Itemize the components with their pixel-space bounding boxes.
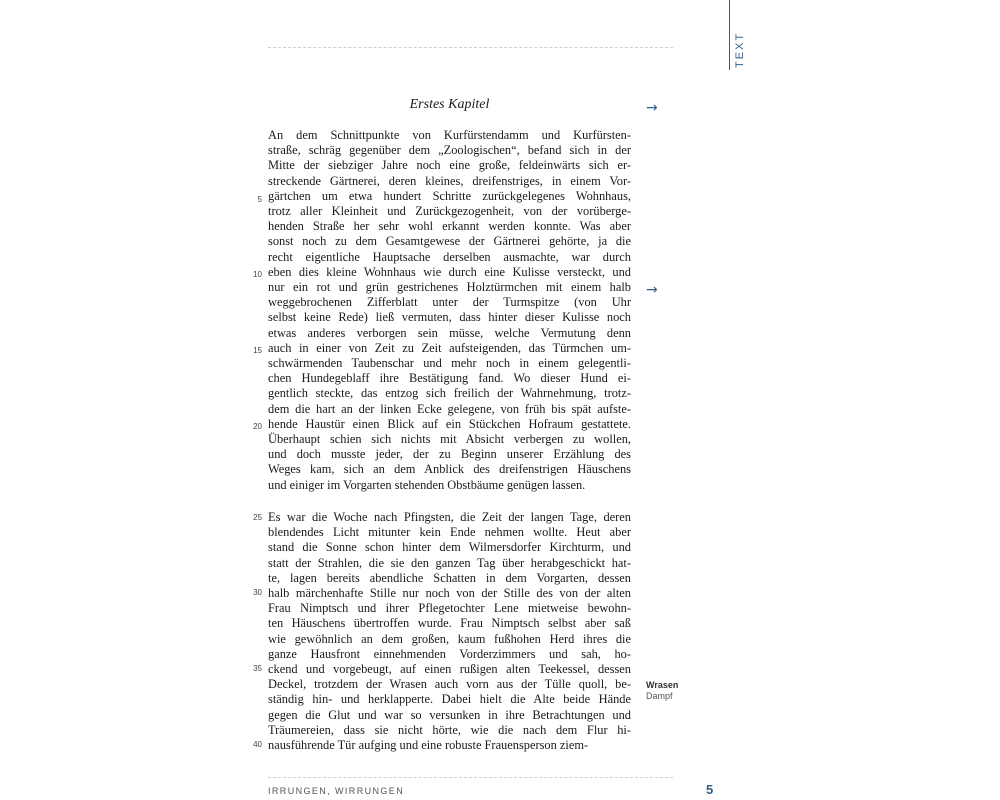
text-line: ständig hin- und herklapperte. Dabei hielt die Alte beide Hände [268, 692, 631, 707]
text-line: ten Häuschens übertroffen wurde. Frau Nimptsch selbst aber saß [268, 616, 631, 631]
text-line: nur ein rot und grün gestrichenes Holztürmchen mit einem halb [268, 280, 631, 294]
line-number: 25 [253, 513, 262, 522]
text-line: und einiger im Vorgarten stehenden Obstbäume genügen lassen. [268, 477, 586, 492]
text-line: te, lagen bereits abendliche Schatten in dem Vorgarten, dessen [268, 570, 631, 585]
text-line: stand die Sonne schon hinter dem Wilmersdorfer Kirchturm, und [268, 540, 631, 555]
line-number: 40 [253, 740, 262, 749]
page-number: 5 [706, 782, 714, 797]
text-line: Mitte der siebziger Jahre noch eine große, feldeinwärts sich er- [268, 158, 631, 173]
text-line: weggebrochenen Zifferblatt unter der Turmspitze (von Uhr [268, 295, 631, 310]
line-number: 20 [253, 422, 262, 431]
text-line: Träumereien, dass sie nicht hörte, wie die nach dem Flur hi- [268, 722, 631, 737]
line-number: 5 [257, 195, 262, 204]
running-title: IRRUNGEN, WIRRUNGEN [268, 786, 405, 796]
text-line: eben dies kleine Wohnhaus wie durch eine Kulisse versteckt, und [268, 264, 631, 279]
text-line: gärtchen um etwa hundert Schritte zurückgelegenes Wohnhaus, [268, 188, 631, 203]
text-line: auch in einer von Zeit zu Zeit aufsteigenden, das Türmchen um- [268, 340, 631, 355]
text-line: dem die hart an der linken Ecke gelegene, von früh bis spät aufste- [268, 401, 631, 416]
text-line: Deckel, trotzdem der Wrasen auch vorn aus der Tülle quoll, be- [268, 677, 631, 692]
text-line: wie gewöhnlich an dem großen, kaum fußhohen Herd ihres die [268, 631, 631, 646]
text-line: recht eigentliche Hauptsache derselben ausmachte, war durch [268, 249, 631, 264]
text-line: selbst keine Rede) ließ vermuten, dass hinter dieser Kulisse noch [268, 310, 631, 325]
text-line: ckend und vorgebeugt, auf einen rußigen alten Teekessel, dessen [268, 662, 631, 676]
text-line: ganze Hausfront einnehmenden Vorderzimmers und sah, ho- [268, 646, 631, 661]
text-line: etwas anderes verborgen sein müsse, welche Vermutung denn [268, 325, 631, 340]
text-line: Frau Nimptsch und ihrer Pflegetochter Lene mietweise bewohn- [268, 601, 631, 616]
text-line: gegen die Glut und war so versunken in ihre Betrachtungen und [268, 707, 631, 722]
text-line: An dem Schnittpunkte von Kurfürstendamm und Kurfürsten- [268, 128, 631, 142]
text-line: statt der Strahlen, die sie den ganzen Tag über herabgeschickt hat- [268, 555, 631, 570]
line-number: 35 [253, 664, 262, 673]
top-rule [268, 47, 673, 48]
text-line: und doch musste jeder, der zu Beginn unserer Erzählung des [268, 447, 631, 462]
arrow-right-icon: → [646, 100, 658, 116]
bottom-rule [268, 777, 673, 778]
text-line: Es war die Woche nach Pfingsten, die Zeit der langen Tage, deren [268, 510, 631, 524]
text-line: schwärmenden Taubenschar und mehr noch in einem gelegentli- [268, 356, 631, 370]
text-line: halb märchenhafte Stille nur noch von der Stille des von der alten [268, 586, 631, 600]
text-line: henden Straße her sehr wohl erkannt werden konnte. Was aber [268, 219, 631, 234]
text-line: trotz aller Kleinheit und Zurückgezogenheit, von der vorüberge- [268, 204, 631, 218]
line-number: 10 [253, 270, 262, 279]
text-line: gentlich steckte, das entzog sich freilich der Wahrnehmung, trotz- [268, 386, 631, 401]
arrow-right-icon: → [646, 282, 658, 298]
text-line: hende Haustür einen Blick auf ein Stückchen Hofraum gestattete. [268, 416, 631, 431]
text-line: sonst noch zu dem Gesamtgewese der Gärtnerei gehörte, ja die [268, 234, 631, 249]
text-line: streckende Gärtnerei, deren kleines, dreifenstriges, in einem Vor- [268, 173, 631, 188]
text-line: chen Hundegeblaff ihre Bestätigung fand. Wo dieser Hund ei- [268, 371, 631, 386]
side-tab-label: TEXT [734, 31, 746, 68]
line-number: 30 [253, 588, 262, 597]
text-line: blendendes Licht mitunter kein Ende nehmen wollte. Heut aber [268, 525, 631, 540]
chapter-title: Erstes Kapitel [409, 97, 490, 112]
gloss-term: Wrasen [646, 680, 679, 690]
text-line: Weges kam, sich an dem Anblick des dreifenstrigen Häuschens [268, 462, 631, 477]
text-line: nausführende Tür aufging und eine robuste Frauensperson ziem- [268, 738, 589, 752]
line-number: 15 [253, 346, 262, 355]
gloss-definition: Dampf [646, 691, 673, 701]
text-line: straße, schräg gegenüber dem „Zoologischen“, befand sich in der [268, 143, 631, 158]
text-line: Überhaupt schien sich nichts mit Absicht verbergen zu wollen, [268, 432, 631, 446]
side-tab-rule [729, 0, 730, 70]
